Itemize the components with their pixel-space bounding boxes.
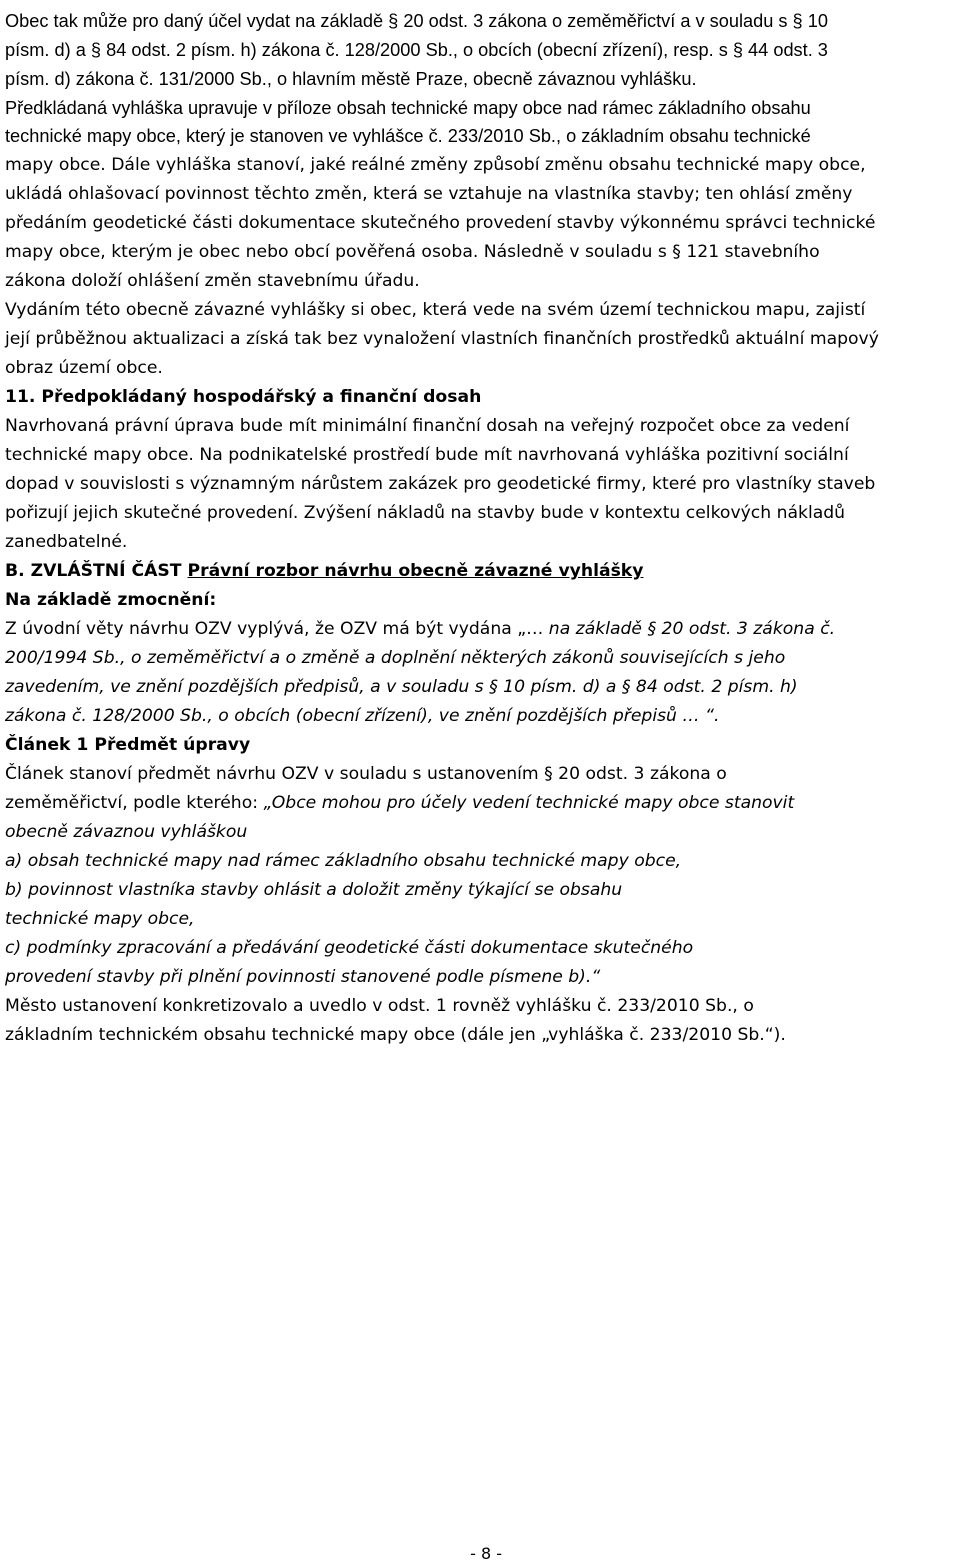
quote-text: na základě § 20 odst. 3 zákona č. xyxy=(548,619,836,639)
quote-line: b) povinnost vlastníka stavby ohlásit a doložit změny týkající se obsahu xyxy=(5,880,623,900)
paragraph-line: Obec tak může pro daný účel vydat na základě § 20 odst. 3 zákona o zeměměřictví a v souladu s § 10 xyxy=(5,11,828,31)
quote-line: 200/1994 Sb., o zeměměřictví a o změně a doplnění některých zákonů souvisejících s jeho xyxy=(5,648,786,668)
quote-line: zavedením, ve znění pozdějších předpisů, a v souladu s § 10 písm. d) a § 84 odst. 2 písm. h) xyxy=(5,677,798,697)
paragraph-line: Město ustanovení konkretizovalo a uvedlo v odst. 1 rovněž vyhlášku č. 233/2010 Sb., o xyxy=(5,996,754,1016)
paragraph-line: zákona doloží ohlášení změn stavebnímu úřadu. xyxy=(5,271,420,291)
quote-line: obecně závaznou vyhláškou xyxy=(5,822,248,842)
page-number-text: - 8 - xyxy=(470,1544,502,1563)
paragraph-line: Navrhovaná právní úprava bude mít minimální finanční dosah na veřejný rozpočet obce za vedení xyxy=(5,416,850,436)
part-heading-label: B. ZVLÁŠTNÍ ČÁST xyxy=(5,561,182,581)
paragraph-line: předáním geodetické části dokumentace skutečného provedení stavby výkonnému správci technické xyxy=(5,213,876,233)
quote-line: zákona č. 128/2000 Sb., o obcích (obecní zřízení), ve znění pozdějších přepisů … “. xyxy=(5,706,720,726)
paragraph-line: Předkládaná vyhláška upravuje v příloze obsah technické mapy obce nad rámec základního obsahu xyxy=(5,98,811,118)
paragraph-line xyxy=(5,615,835,643)
paragraph-line xyxy=(5,789,794,817)
paragraph-line: dopad v souvislosti s významným nárůstem zakázek pro geodetické firmy, které pro vlastníky staveb xyxy=(5,474,876,494)
intro-text: Z úvodní věty návrhu OZV vyplývá, že OZV má být vydána „… xyxy=(5,619,544,639)
paragraph-line: mapy obce, kterým je obec nebo obcí pověřená osoba. Následně v souladu s § 121 stavebního xyxy=(5,242,820,262)
paragraph-line: zanedbatelné. xyxy=(5,532,128,552)
quote-line: technické mapy obce, xyxy=(5,909,195,929)
paragraph-line: její průběžnou aktualizaci a získá tak bez vynaložení vlastních finančních prostředků aktuální mapový xyxy=(5,329,879,349)
quote-line: c) podmínky zpracování a předávání geodetické části dokumentace skutečného xyxy=(5,938,694,958)
quote-line: a) obsah technické mapy nad rámec základního obsahu technické mapy obce, xyxy=(5,851,682,871)
paragraph-line: Článek stanoví předmět návrhu OZV v souladu s ustanovením § 20 odst. 3 zákona o xyxy=(5,764,727,784)
intro-text: zeměměřictví, podle kterého: xyxy=(5,793,264,813)
paragraph-line: mapy obce. Dále vyhláška stanoví, jaké reálné změny způsobí změnu obsahu technické mapy obce, xyxy=(5,155,866,175)
part-heading xyxy=(5,557,643,585)
paragraph-line: písm. d) zákona č. 131/2000 Sb., o hlavním městě Praze, obecně závaznou vyhlášku. xyxy=(5,69,697,89)
paragraph-line: obraz území obce. xyxy=(5,358,163,378)
subsection-heading: Na základě zmocnění: xyxy=(5,590,217,610)
quote-text: „Obce mohou pro účely vedení technické mapy obce stanovit xyxy=(263,793,795,813)
paragraph-line: technické mapy obce, který je stanoven ve vyhlášce č. 233/2010 Sb., o základním obsahu technické xyxy=(5,126,811,146)
paragraph-line: základním technickém obsahu technické mapy obce (dále jen „vyhláška č. 233/2010 Sb.“). xyxy=(5,1025,786,1045)
section-heading: 11. Předpokládaný hospodářský a finanční dosah xyxy=(5,387,482,407)
paragraph-line: písm. d) a § 84 odst. 2 písm. h) zákona č. 128/2000 Sb., o obcích (obecní zřízení), resp. s § 44 odst. 3 xyxy=(5,40,828,60)
paragraph-line: ukládá ohlašovací povinnost těchto změn, která se vztahuje na vlastníka stavby; ten ohlásí změny xyxy=(5,184,853,204)
quote-line: provedení stavby při plnění povinnosti stanovené podle písmene b).“ xyxy=(5,967,601,987)
article-heading: Článek 1 Předmět úpravy xyxy=(5,735,251,755)
paragraph-line: pořizují jejich skutečné provedení. Zvýšení nákladů na stavby bude v kontextu celkových nákladů xyxy=(5,503,846,523)
paragraph-line: Vydáním této obecně závazné vyhlášky si obec, která vede na svém území technickou mapu, zajistí xyxy=(5,300,866,320)
paragraph-line: technické mapy obce. Na podnikatelské prostředí bude mít navrhovaná vyhláška pozitivní sociální xyxy=(5,445,849,465)
part-heading-title: Právní rozbor návrhu obecně závazné vyhlášky xyxy=(187,561,644,581)
page-number xyxy=(0,1543,952,1565)
